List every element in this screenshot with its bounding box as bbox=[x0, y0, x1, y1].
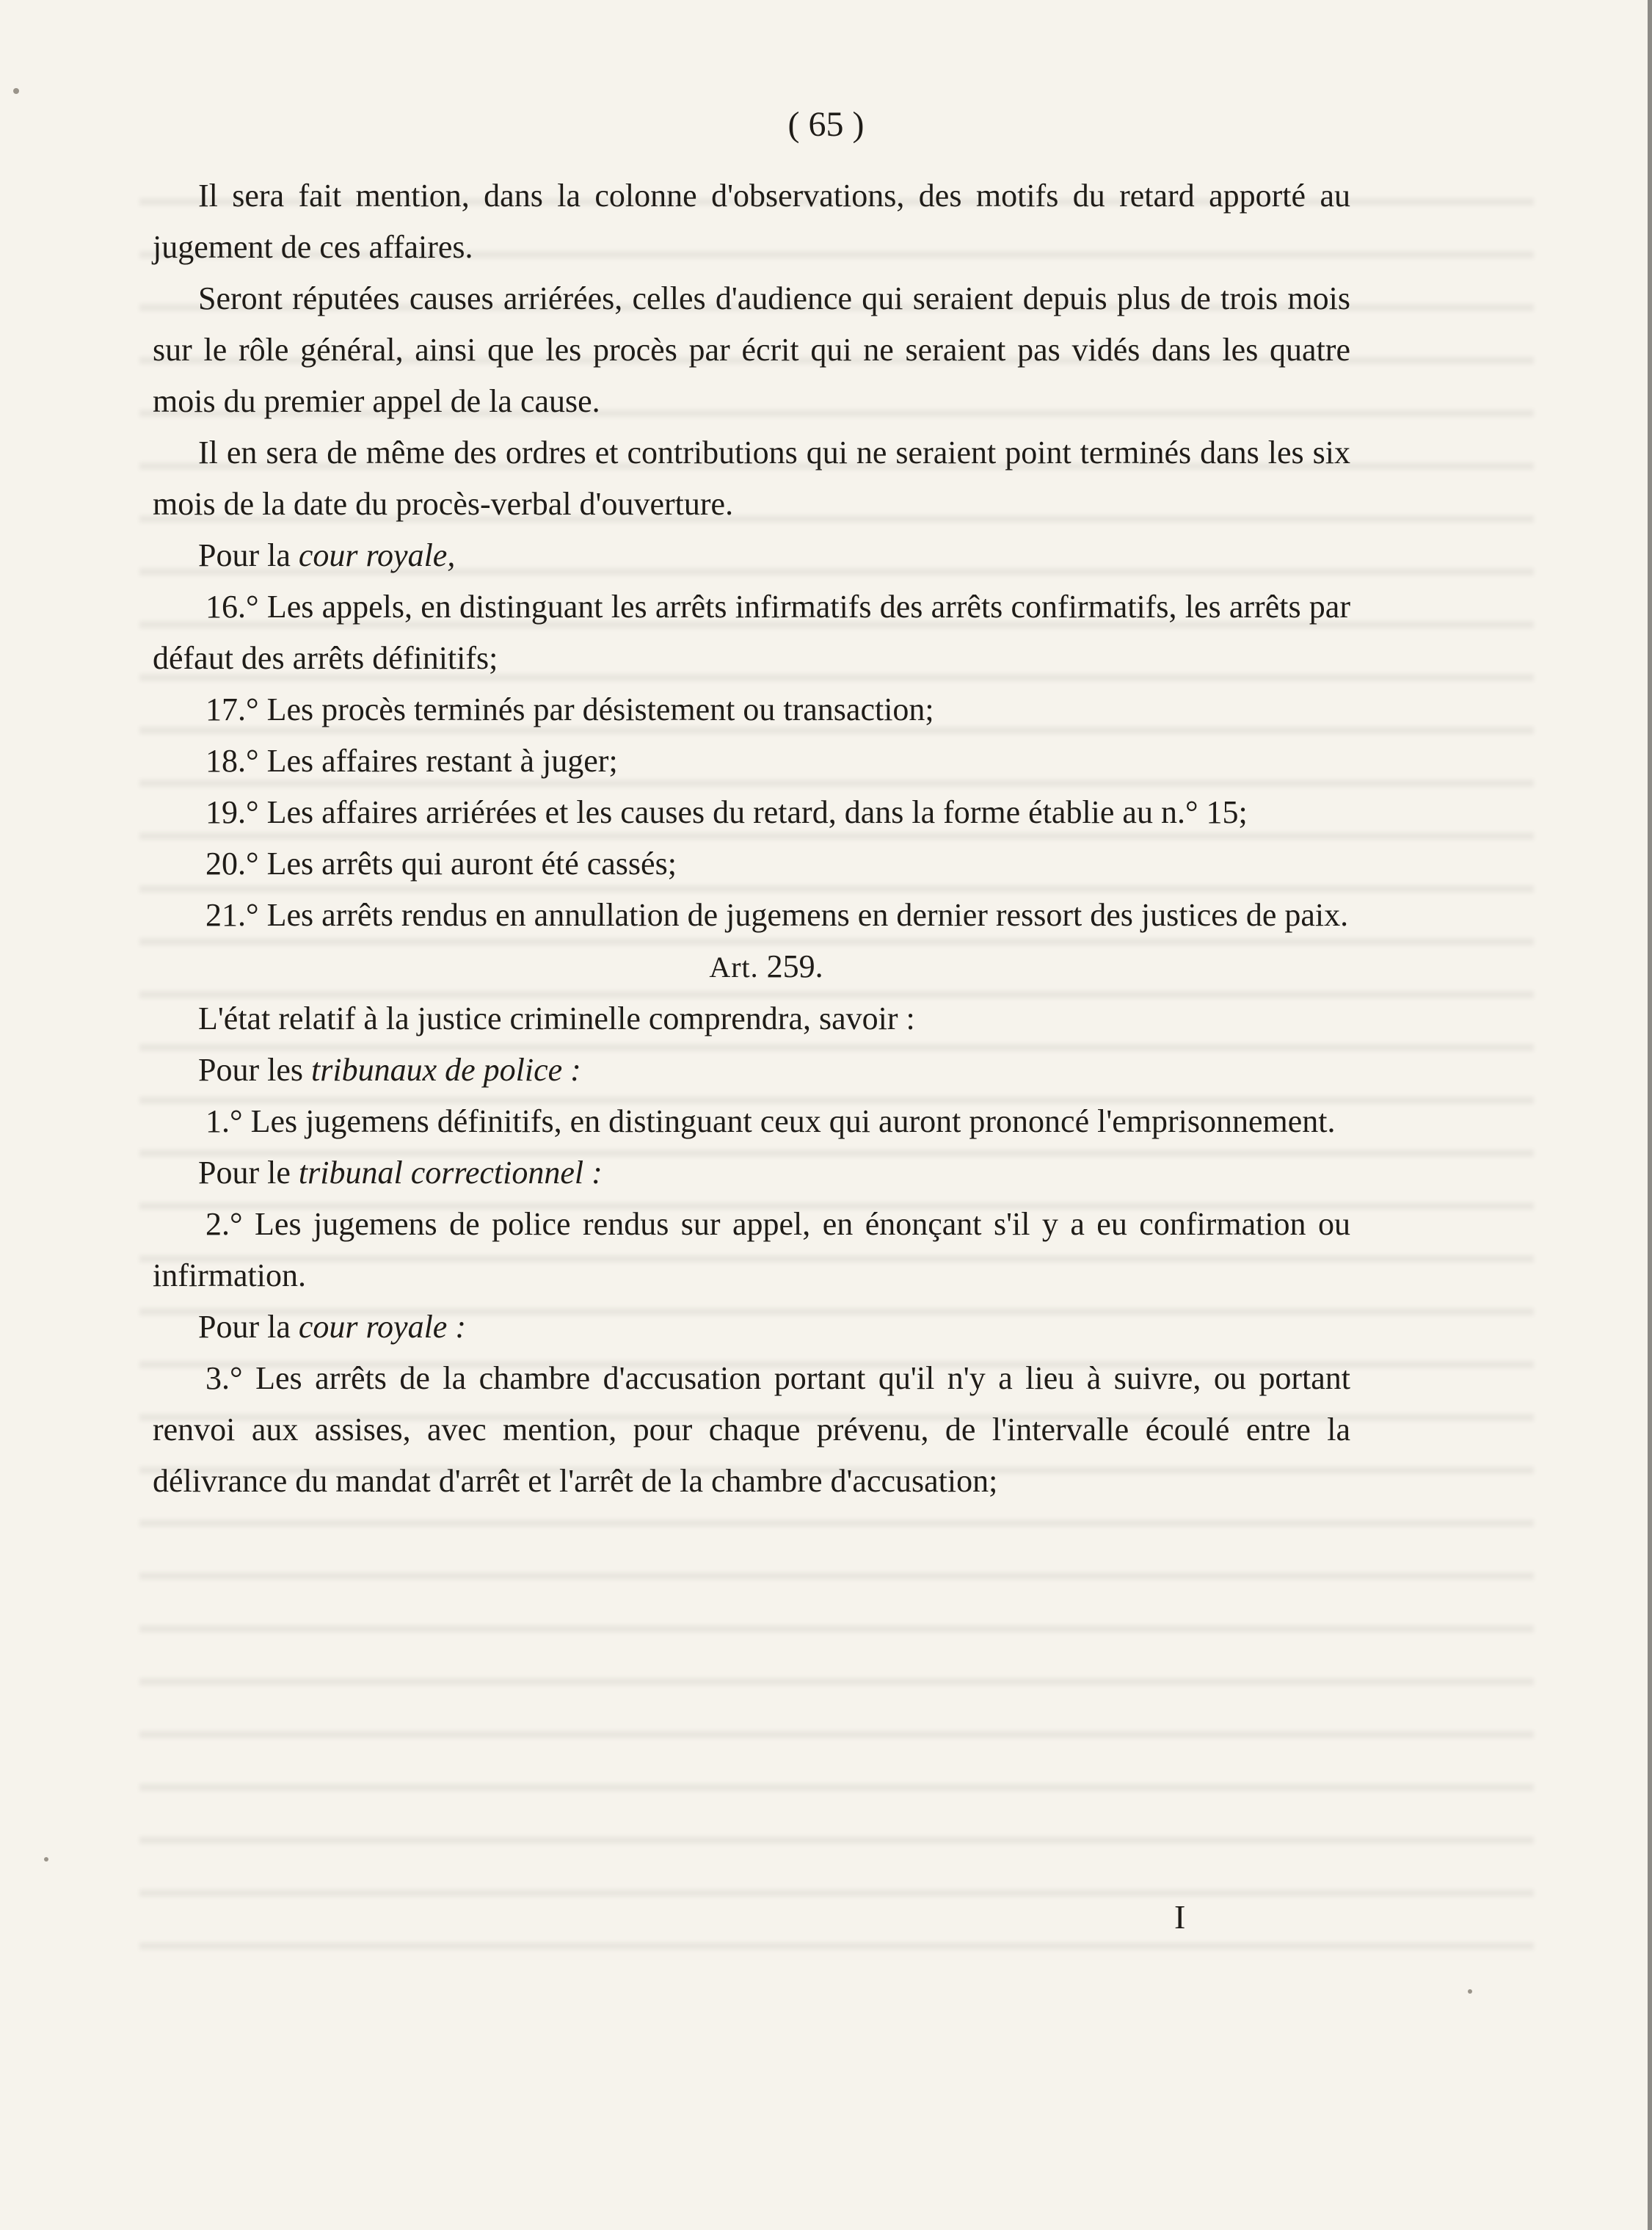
list-item: 16.° Les appels, en distinguant les arrêts infirmatifs des arrêts confirmatifs, les arrêts par défaut des arrêts définitifs; bbox=[153, 589, 1350, 676]
list-item: 19.° Les affaires arriérées et les causes du retard, dans la forme établie au n.° 15; bbox=[205, 794, 1248, 830]
list-item: 21.° Les arrêts rendus en annullation de jugemens en dernier ressort des justices de paix. bbox=[205, 897, 1349, 933]
paragraph: Il en sera de même des ordres et contributions qui ne seraient point terminés dans les six mois de la date du procès-verbal d'ouverture. bbox=[153, 435, 1350, 522]
list-item: 20.° Les arrêts qui auront été cassés; bbox=[205, 846, 677, 882]
paper-speck bbox=[13, 88, 19, 94]
paragraph: Il sera fait mention, dans la colonne d'observations, des motifs du retard apporté au jugement de ces affaires. bbox=[153, 178, 1350, 265]
section-heading-police: Pour les tribunaux de police : bbox=[198, 1052, 581, 1088]
section-heading-cour-royale: Pour la cour royale, bbox=[198, 537, 456, 573]
list-item: 18.° Les affaires restant à juger; bbox=[205, 743, 618, 779]
list-item: 17.° Les procès terminés par désistement ou transaction; bbox=[205, 691, 934, 727]
body-text bbox=[153, 170, 1350, 1507]
article-heading: Art. 259. bbox=[709, 948, 823, 984]
section-heading-cour-royale: Pour la cour royale : bbox=[198, 1309, 466, 1345]
section-heading-correctionnel: Pour le tribunal correctionnel : bbox=[198, 1155, 603, 1191]
list-item: 2.° Les jugemens de police rendus sur appel, en énonçant s'il y a eu confirmation ou infirmation. bbox=[153, 1206, 1350, 1293]
page-number: ( 65 ) bbox=[787, 105, 865, 144]
paper-speck bbox=[44, 1857, 48, 1862]
list-item: 3.° Les arrêts de la chambre d'accusation portant qu'il n'y a lieu à suivre, ou portant renvoi aux assises, avec mention, pour chaque prévenu, de l'intervalle écoulé entre la délivrance du mandat d'arrêt et l'arrêt de la chambre d'accusation; bbox=[153, 1360, 1350, 1499]
list-item: 1.° Les jugemens définitifs, en distinguant ceux qui auront prononcé l'emprisonnement. bbox=[205, 1103, 1336, 1139]
paragraph: Seront réputées causes arriérées, celles d'audience qui seraient depuis plus de trois mois sur le rôle général, ainsi que les procès par écrit qui ne seraient pas vidés dans les quatre mois du premier appel de la cause. bbox=[153, 280, 1350, 419]
paper-speck bbox=[1468, 1989, 1472, 1994]
signature-mark: I bbox=[1174, 1898, 1186, 1936]
paragraph: L'état relatif à la justice criminelle comprendra, savoir : bbox=[198, 1000, 915, 1036]
